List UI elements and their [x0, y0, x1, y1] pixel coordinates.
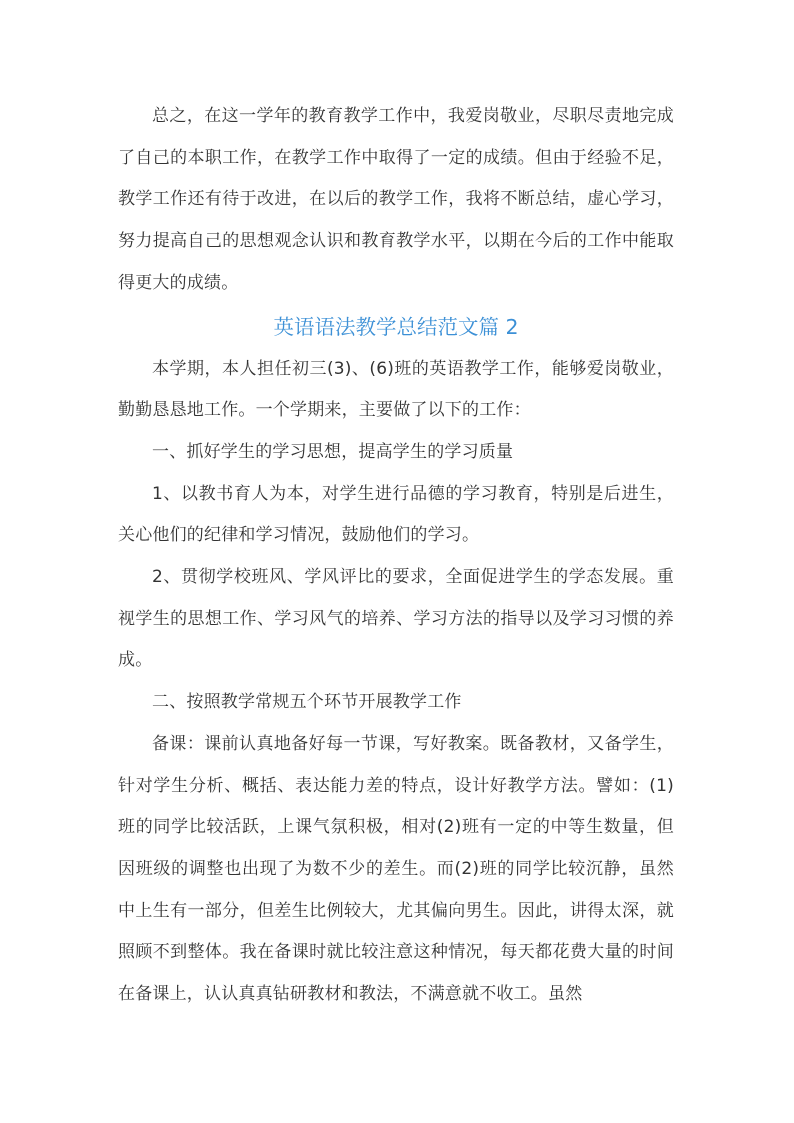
- paragraph-lesson-prep: 备课：课前认真地备好每一节课，写好教案。既备教材，又备学生，针对学生分析、概括、表达能力差的特点，设计好教学方法。譬如：(1)班的同学比较活跃，上课气氛积极，相对(2)班有一定的中等生数量，但因班级的调整也出现了为数不少的差生。而(2)班的同学比较沉静，虽然中上生有一部分，但差生比例较大，尤其偏向男生。因此，讲得太深，就照顾不到整体。我在备课时就比较注意这种情况，每天都花费大量的时间在备课上，认认真真钻研教材和教法，不满意就不收工。虽然: [118, 733, 674, 1005]
- paragraph-heading-one: 一、抓好学生的学习思想，提高学生的学习质量: [152, 441, 514, 462]
- paragraph-heading-two: 二、按照教学常规五个环节开展教学工作: [152, 692, 462, 713]
- section-title: 英语语法教学总结范文篇 2: [273, 314, 519, 339]
- intro-paragraph: 总之，在这一学年的教育教学工作中，我爱岗敬业，尽职尽责地完成了自己的本职工作，在教学工作中取得了一定的成绩。但由于经验不足，教学工作还有待于改进，在以后的教学工作，我将不断总结，虚心学习，努力提高自己的思想观念认识和教育教学水平，以期在今后的工作中能取得更大的成绩。: [118, 106, 674, 293]
- paragraph-item-2: 2、贯彻学校班风、学风评比的要求，全面促进学生的学态发展。重视学生的思想工作、学习风气的培养、学习方法的指导以及学习习惯的养成。: [118, 567, 674, 671]
- document-page: [118, 96, 674, 1016]
- paragraph-summary: 本学期，本人担任初三(3)、(6)班的英语教学工作，能够爱岗敬业，勤勤恳恳地工作。一个学期来，主要做了以下的工作：: [118, 358, 674, 421]
- paragraph-item-1: 1、以教书育人为本，对学生进行品德的学习教育，特别是后进生，关心他们的纪律和学习情况，鼓励他们的学习。: [118, 483, 674, 546]
